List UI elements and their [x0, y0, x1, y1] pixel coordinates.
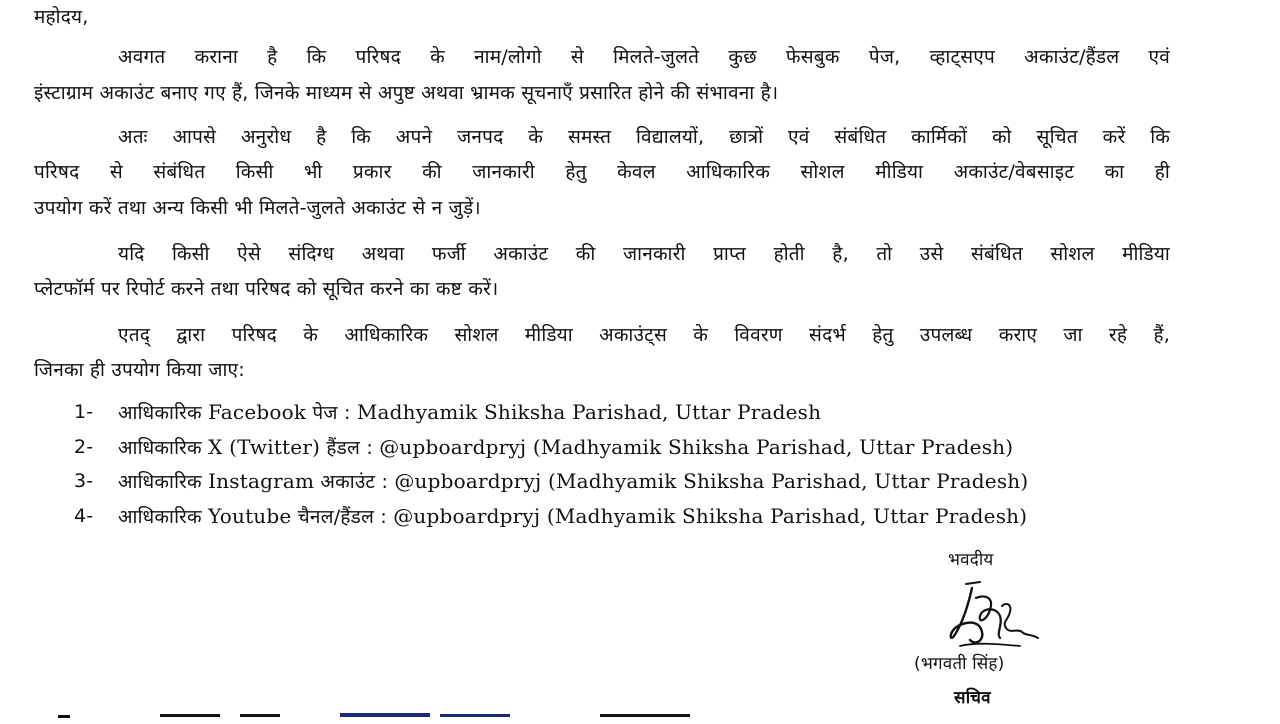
para3-line2: प्लेटफॉर्म पर रिपोर्ट करने तथा परिषद को सूचित करने का कष्ट करें।	[34, 278, 499, 300]
item-prefix: आधिकारिक	[118, 437, 202, 459]
item-prefix: आधिकारिक	[118, 402, 202, 424]
item-prefix: आधिकारिक	[118, 506, 202, 528]
item-type: हैंडल	[326, 437, 361, 459]
item-type: पेज	[312, 402, 338, 424]
item-platform: Instagram	[208, 469, 315, 493]
item-number: 3-	[74, 470, 94, 492]
item-body	[118, 468, 1028, 495]
valediction: भवदीय	[948, 550, 994, 570]
item-platform: Youtube	[208, 504, 292, 528]
item-body	[118, 503, 1027, 530]
item-number: 1-	[74, 401, 94, 423]
item-platform: Facebook	[208, 400, 307, 424]
cropped-next-line	[40, 710, 760, 724]
salutation: महोदय,	[34, 6, 89, 28]
designation: सचिव	[954, 688, 991, 708]
para4-line2: जिनका ही उपयोग किया जाए:	[34, 359, 245, 381]
item-value: @upboardpryj (Madhyamik Shiksha Parishad, Uttar Pradesh)	[393, 504, 1028, 528]
item-number: 4-	[74, 505, 94, 527]
item-body	[118, 399, 821, 426]
signature-image	[940, 576, 1050, 658]
para4-line1: एतद् द्वारा परिषद के आधिकारिक सोशल मीडिया अकाउंट्स के विवरण संदर्भ हेतु उपलब्ध कराए जा रहे हैं,	[118, 324, 1170, 346]
item-number: 2-	[74, 436, 94, 458]
item-separator: :	[381, 471, 389, 493]
para1-line1: अवगत कराना है कि परिषद के नाम/लोगो से मिलते-जुलते कुछ फेसबुक पेज, व्हाट्सएप अकाउंट/हैंडल एवं	[118, 46, 1170, 68]
para1-line2: इंस्टाग्राम अकाउंट बनाए गए हैं, जिनके माध्यम से अपुष्ट अथवा भ्रामक सूचनाएँ प्रसारित होने की संभावना है।	[34, 82, 779, 104]
signatory-name: (भगवती सिंह)	[914, 654, 1005, 674]
item-prefix: आधिकारिक	[118, 471, 202, 493]
para2-line3: उपयोग करें तथा अन्य किसी भी मिलते-जुलते अकाउंट से न जुड़ें।	[34, 197, 481, 219]
item-platform: X (Twitter)	[208, 435, 321, 459]
item-separator: :	[366, 437, 373, 459]
item-value: @upboardpryj (Madhyamik Shiksha Parishad, Uttar Pradesh)	[394, 469, 1029, 493]
item-separator: :	[343, 402, 351, 424]
para2-line2: परिषद से संबंधित किसी भी प्रकार की जानकारी हेतु केवल आधिकारिक सोशल मीडिया अकाउंट/वेबसाइट का ही	[34, 161, 1170, 183]
para2-line1: अतः आपसे अनुरोध है कि अपने जनपद के समस्त विद्यालयों, छात्रों एवं संबंधित कार्मिकों को सूचित करें कि	[118, 126, 1170, 148]
item-value: @upboardpryj (Madhyamik Shiksha Parishad, Uttar Pradesh)	[379, 435, 1014, 459]
item-type: अकाउंट	[320, 471, 376, 493]
item-separator: :	[380, 506, 387, 528]
item-body	[118, 434, 1013, 461]
item-value: Madhyamik Shiksha Parishad, Uttar Pradesh	[356, 400, 822, 424]
para3-line1: यदि किसी ऐसे संदिग्ध अथवा फर्जी अकाउंट की जानकारी प्राप्त होती है, तो उसे संबंधित सोशल मीडिया	[118, 243, 1170, 265]
item-type: चैनल/हैंडल	[297, 506, 375, 528]
